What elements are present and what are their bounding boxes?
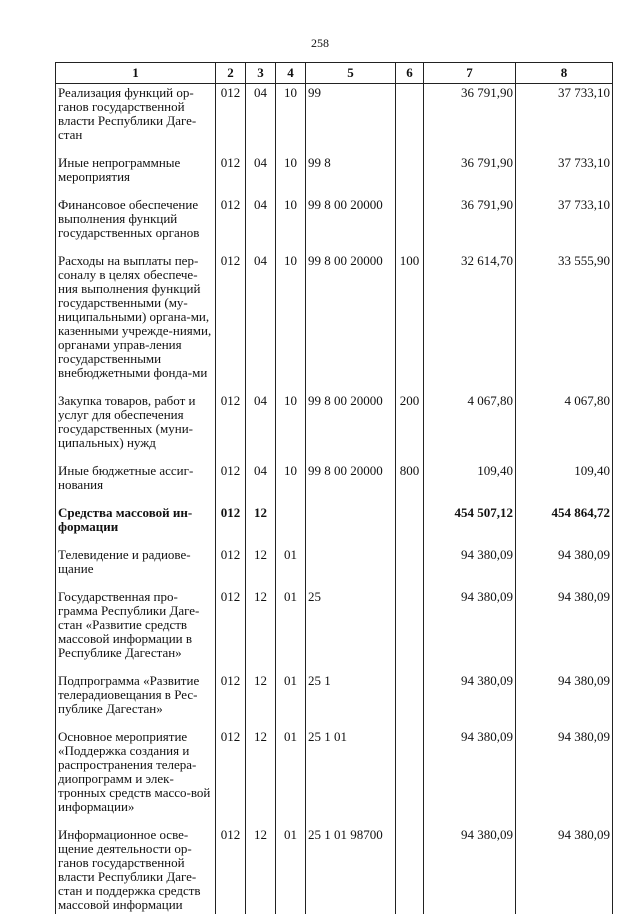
cell-razdel: 12 <box>246 826 276 914</box>
cell-amount-year-2: 4 067,80 <box>516 392 613 462</box>
cell-podrazdel: 10 <box>276 154 306 196</box>
row-name-cell: Финансовое обеспечение выполнения функций государственных органов <box>56 196 216 252</box>
table-row <box>56 252 613 392</box>
cell-amount-year-1: 94 380,09 <box>424 672 516 728</box>
column-header: 3 <box>246 63 276 84</box>
column-header: 1 <box>56 63 216 84</box>
row-name-cell: Расходы на выплаты пер-соналу в целях обеспече-ния выполнения функций государственными (му-ниципальными) органа-ми, казенными учрежде-ниями, органами управ-ления государственными внебюджетными фонда-ми <box>56 252 216 392</box>
cell-target-article: 99 8 00 20000 <box>306 462 396 504</box>
cell-amount-year-1: 94 380,09 <box>424 826 516 914</box>
cell-vedomstvo: 012 <box>216 196 246 252</box>
cell-amount-year-1: 4 067,80 <box>424 392 516 462</box>
page-number: 258 <box>311 36 329 50</box>
cell-amount-year-1: 32 614,70 <box>424 252 516 392</box>
cell-razdel: 04 <box>246 392 276 462</box>
cell-target-article: 99 8 <box>306 154 396 196</box>
column-header: 4 <box>276 63 306 84</box>
row-name-cell: Реализация функций ор-ганов государственной власти Республики Даге-стан <box>56 84 216 155</box>
cell-podrazdel: 10 <box>276 196 306 252</box>
column-header: 8 <box>516 63 613 84</box>
cell-podrazdel: 01 <box>276 672 306 728</box>
cell-target-article: 25 <box>306 588 396 672</box>
cell-vedomstvo: 012 <box>216 728 246 826</box>
cell-podrazdel: 01 <box>276 588 306 672</box>
cell-vedomstvo: 012 <box>216 588 246 672</box>
cell-razdel: 04 <box>246 462 276 504</box>
cell-target-article: 25 1 01 98700 <box>306 826 396 914</box>
table-row <box>56 546 613 588</box>
cell-target-article: 25 1 01 <box>306 728 396 826</box>
cell-razdel: 12 <box>246 728 276 826</box>
cell-amount-year-2: 94 380,09 <box>516 728 613 826</box>
row-name-cell: Телевидение и радиове-щание <box>56 546 216 588</box>
cell-vedomstvo: 012 <box>216 84 246 155</box>
cell-target-article <box>306 546 396 588</box>
cell-vedomstvo: 012 <box>216 672 246 728</box>
cell-amount-year-2: 109,40 <box>516 462 613 504</box>
cell-amount-year-2: 94 380,09 <box>516 672 613 728</box>
cell-expense-type <box>396 154 424 196</box>
cell-amount-year-1: 94 380,09 <box>424 546 516 588</box>
cell-expense-type: 200 <box>396 392 424 462</box>
table-row <box>56 154 613 196</box>
cell-target-article: 99 8 00 20000 <box>306 252 396 392</box>
table-row <box>56 84 613 155</box>
table-row <box>56 196 613 252</box>
cell-amount-year-1: 36 791,90 <box>424 154 516 196</box>
cell-podrazdel: 01 <box>276 728 306 826</box>
row-name-cell: Иные непрограммные мероприятия <box>56 154 216 196</box>
cell-vedomstvo: 012 <box>216 504 246 546</box>
row-name-cell: Подпрограмма «Развитие телерадиовещания в Рес-публике Дагестан» <box>56 672 216 728</box>
cell-podrazdel: 10 <box>276 392 306 462</box>
cell-vedomstvo: 012 <box>216 826 246 914</box>
row-name-cell: Средства массовой ин-формации <box>56 504 216 546</box>
cell-amount-year-2: 94 380,09 <box>516 588 613 672</box>
cell-razdel: 04 <box>246 84 276 155</box>
table-row <box>56 462 613 504</box>
row-name-cell: Закупка товаров, работ и услуг для обеспечения государственных (муни-ципальных) нужд <box>56 392 216 462</box>
cell-amount-year-2: 37 733,10 <box>516 84 613 155</box>
cell-podrazdel: 01 <box>276 826 306 914</box>
cell-razdel: 12 <box>246 504 276 546</box>
cell-amount-year-1: 454 507,12 <box>424 504 516 546</box>
budget-table <box>55 62 613 914</box>
cell-vedomstvo: 012 <box>216 392 246 462</box>
cell-razdel: 04 <box>246 154 276 196</box>
column-header: 5 <box>306 63 396 84</box>
cell-expense-type <box>396 728 424 826</box>
cell-amount-year-2: 94 380,09 <box>516 546 613 588</box>
cell-expense-type: 100 <box>396 252 424 392</box>
cell-target-article: 99 <box>306 84 396 155</box>
table-row <box>56 826 613 914</box>
table-row <box>56 728 613 826</box>
cell-razdel: 12 <box>246 588 276 672</box>
cell-expense-type <box>396 504 424 546</box>
cell-vedomstvo: 012 <box>216 252 246 392</box>
column-header: 2 <box>216 63 246 84</box>
cell-razdel: 04 <box>246 196 276 252</box>
cell-amount-year-1: 94 380,09 <box>424 588 516 672</box>
cell-expense-type <box>396 196 424 252</box>
cell-target-article: 99 8 00 20000 <box>306 196 396 252</box>
cell-amount-year-2: 94 380,09 <box>516 826 613 914</box>
cell-amount-year-2: 37 733,10 <box>516 196 613 252</box>
row-name-cell: Информационное осве-щение деятельности ор-ганов государственной власти Республики Даге-стан и поддержка средств массовой информации <box>56 826 216 914</box>
cell-expense-type <box>396 672 424 728</box>
cell-podrazdel: 10 <box>276 84 306 155</box>
cell-expense-type <box>396 588 424 672</box>
cell-amount-year-1: 94 380,09 <box>424 728 516 826</box>
cell-target-article: 25 1 <box>306 672 396 728</box>
cell-amount-year-1: 36 791,90 <box>424 84 516 155</box>
table-row <box>56 504 613 546</box>
cell-podrazdel: 10 <box>276 252 306 392</box>
row-name-cell: Иные бюджетные ассиг-нования <box>56 462 216 504</box>
column-header: 6 <box>396 63 424 84</box>
cell-podrazdel <box>276 504 306 546</box>
cell-expense-type <box>396 546 424 588</box>
cell-razdel: 12 <box>246 672 276 728</box>
cell-vedomstvo: 012 <box>216 546 246 588</box>
cell-expense-type <box>396 826 424 914</box>
row-name-cell: Государственная про-грамма Республики Даге-стан «Развитие средств массовой информации в Республике Дагестан» <box>56 588 216 672</box>
cell-podrazdel: 10 <box>276 462 306 504</box>
cell-target-article: 99 8 00 20000 <box>306 392 396 462</box>
row-name-cell: Основное мероприятие «Поддержка создания и распространения телера-диопрограмм и элек-тронных средств массо-вой информации» <box>56 728 216 826</box>
cell-razdel: 04 <box>246 252 276 392</box>
cell-amount-year-2: 37 733,10 <box>516 154 613 196</box>
cell-amount-year-1: 109,40 <box>424 462 516 504</box>
cell-target-article <box>306 504 396 546</box>
cell-razdel: 12 <box>246 546 276 588</box>
header-row <box>56 63 613 84</box>
table-row <box>56 672 613 728</box>
cell-amount-year-2: 33 555,90 <box>516 252 613 392</box>
cell-expense-type <box>396 84 424 155</box>
table-row <box>56 392 613 462</box>
cell-vedomstvo: 012 <box>216 462 246 504</box>
column-header: 7 <box>424 63 516 84</box>
cell-amount-year-1: 36 791,90 <box>424 196 516 252</box>
cell-expense-type: 800 <box>396 462 424 504</box>
table-row <box>56 588 613 672</box>
cell-amount-year-2: 454 864,72 <box>516 504 613 546</box>
cell-podrazdel: 01 <box>276 546 306 588</box>
cell-vedomstvo: 012 <box>216 154 246 196</box>
